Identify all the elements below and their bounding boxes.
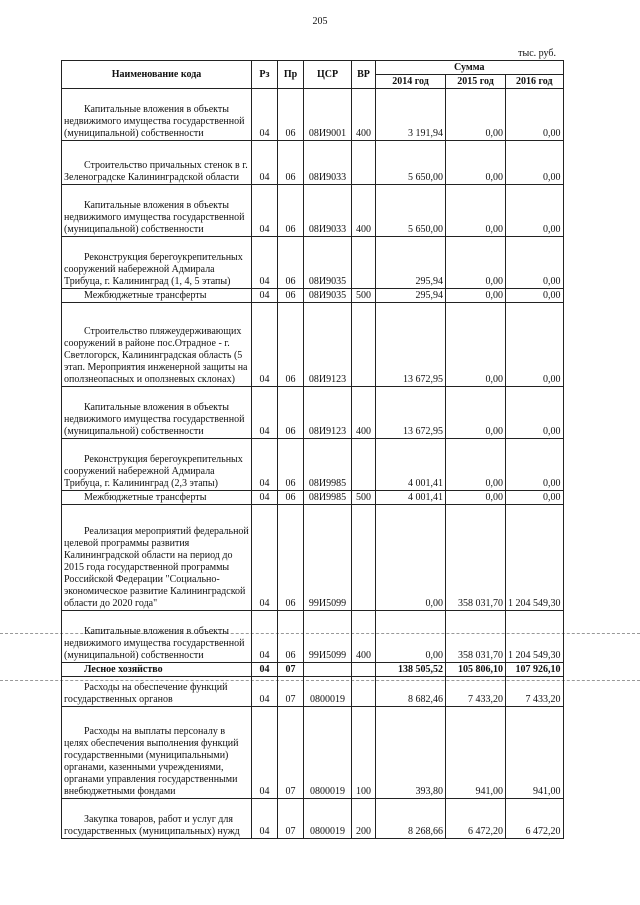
row-csr: 0800019 [304,677,352,707]
row-name: Расходы на выплаты персоналу в целях обеспечения выполнения функций государственными (муниципальными) органами, казенными учреждениями, органами управления государственными внебюджетными фондами [62,707,252,799]
row-2016: 0,00 [506,387,564,439]
row-pr: 06 [278,89,304,141]
header-2014: 2014 год [376,75,446,89]
row-rz: 04 [252,663,278,677]
row-2015: 0,00 [446,237,506,289]
row-csr: 08И9001 [304,89,352,141]
row-2014: 4 001,41 [376,491,446,505]
row-vr [352,237,376,289]
row-csr: 0800019 [304,799,352,839]
row-pr: 06 [278,237,304,289]
row-name: Реконструкция берегоукрепительных сооружений набережной Адмирала Трибуца, г. Калининград (1, 4, 5 этапы) [62,237,252,289]
row-pr: 07 [278,677,304,707]
row-pr: 06 [278,491,304,505]
row-2016: 0,00 [506,89,564,141]
row-2016: 1 204 549,30 [506,611,564,663]
row-name: Реализация мероприятий федеральной целевой программы развития Калининградской области на период до 2015 года государственной программы Российской Федерации "Социально-экономическое развитие Калининградской области до 2020 года" [62,505,252,611]
row-csr: 99И5099 [304,611,352,663]
row-name: Закупка товаров, работ и услуг для государственных (муниципальных) нужд [62,799,252,839]
row-2015: 7 433,20 [446,677,506,707]
row-2016: 0,00 [506,141,564,185]
row-2015: 6 472,20 [446,799,506,839]
row-csr: 08И9985 [304,491,352,505]
row-pr: 06 [278,141,304,185]
row-pr: 07 [278,799,304,839]
table-row [62,439,564,491]
row-2014: 8 682,46 [376,677,446,707]
row-name: Капитальные вложения в объекты недвижимого имущества государственной (муниципальной) собственности [62,611,252,663]
row-2014: 13 672,95 [376,303,446,387]
page-number: 205 [312,16,328,27]
row-rz: 04 [252,799,278,839]
row-2016: 107 926,10 [506,663,564,677]
row-rz: 04 [252,89,278,141]
row-2014: 13 672,95 [376,387,446,439]
row-2016: 6 472,20 [506,799,564,839]
table-row [62,387,564,439]
row-2016: 7 433,20 [506,677,564,707]
row-2016: 0,00 [506,303,564,387]
row-csr: 08И9123 [304,303,352,387]
row-vr: 400 [352,611,376,663]
row-vr [352,303,376,387]
row-pr: 06 [278,439,304,491]
row-rz: 04 [252,237,278,289]
row-csr: 08И9985 [304,439,352,491]
row-vr: 400 [352,89,376,141]
row-2016: 1 204 549,30 [506,505,564,611]
row-pr: 06 [278,289,304,303]
table-row [62,799,564,839]
header-2016: 2016 год [506,75,564,89]
row-name: Расходы на обеспечение функций государственных органов [62,677,252,707]
row-csr: 99И5099 [304,505,352,611]
row-vr [352,677,376,707]
header-2015: 2015 год [446,75,506,89]
row-2014: 4 001,41 [376,439,446,491]
row-pr: 07 [278,707,304,799]
row-2016: 0,00 [506,237,564,289]
row-csr: 08И9123 [304,387,352,439]
row-name: Реконструкция берегоукрепительных сооружений набережной Адмирала Трибуца, г. Калининград (2,3 этапы) [62,439,252,491]
row-2014: 0,00 [376,505,446,611]
row-2015: 105 806,10 [446,663,506,677]
row-2014: 295,94 [376,289,446,303]
row-vr: 500 [352,289,376,303]
row-2015: 0,00 [446,387,506,439]
row-2015: 0,00 [446,185,506,237]
row-2014: 3 191,94 [376,89,446,141]
row-rz: 04 [252,491,278,505]
row-2014: 0,00 [376,611,446,663]
header-rz: Рз [252,61,278,89]
row-vr: 500 [352,491,376,505]
row-vr: 400 [352,387,376,439]
row-name: Лесное хозяйство [62,663,252,677]
row-csr: 08И9033 [304,185,352,237]
row-name: Межбюджетные трансферты [62,289,252,303]
row-vr: 100 [352,707,376,799]
row-rz: 04 [252,677,278,707]
row-rz: 04 [252,439,278,491]
row-2014: 5 650,00 [376,185,446,237]
budget-table [61,60,564,839]
row-2015: 941,00 [446,707,506,799]
row-name: Строительство пляжеудерживающих сооружений в районе пос.Отрадное - г. Светлогорск, Калининградская область (5 этап. Мероприятия инженерной защиты на оползнеопасных и оползневых склонах) [62,303,252,387]
row-2016: 0,00 [506,439,564,491]
table-row [62,663,564,677]
table-row [62,611,564,663]
row-2014: 393,80 [376,707,446,799]
row-name: Строительство причальных стенок в г. Зеленоградске Калининградской области [62,141,252,185]
table-row [62,491,564,505]
table-row [62,89,564,141]
row-csr [304,663,352,677]
header-sum: Сумма [376,61,564,75]
row-name: Капитальные вложения в объекты недвижимого имущества государственной (муниципальной) собственности [62,185,252,237]
row-2014: 5 650,00 [376,141,446,185]
row-name: Межбюджетные трансферты [62,491,252,505]
row-vr [352,439,376,491]
table-row [62,505,564,611]
row-2016: 0,00 [506,289,564,303]
row-rz: 04 [252,707,278,799]
row-vr: 200 [352,799,376,839]
row-csr: 0800019 [304,707,352,799]
row-csr: 08И9035 [304,289,352,303]
row-2015: 358 031,70 [446,611,506,663]
row-vr [352,141,376,185]
row-pr: 06 [278,387,304,439]
row-rz: 04 [252,289,278,303]
row-2014: 8 268,66 [376,799,446,839]
row-2015: 0,00 [446,303,506,387]
row-2015: 0,00 [446,289,506,303]
row-vr [352,663,376,677]
row-2015: 0,00 [446,491,506,505]
row-rz: 04 [252,141,278,185]
row-2015: 0,00 [446,141,506,185]
row-2016: 0,00 [506,491,564,505]
row-vr: 400 [352,185,376,237]
row-2016: 941,00 [506,707,564,799]
row-csr: 08И9033 [304,141,352,185]
table-row [62,237,564,289]
row-pr: 06 [278,185,304,237]
table-row [62,303,564,387]
table-row [62,289,564,303]
row-2014: 295,94 [376,237,446,289]
row-pr: 07 [278,663,304,677]
row-2014: 138 505,52 [376,663,446,677]
row-pr: 06 [278,303,304,387]
row-rz: 04 [252,611,278,663]
table-row [62,677,564,707]
table-row [62,185,564,237]
row-rz: 04 [252,505,278,611]
row-2015: 0,00 [446,439,506,491]
table-row [62,141,564,185]
row-name: Капитальные вложения в объекты недвижимого имущества государственной (муниципальной) собственности [62,89,252,141]
units-label: тыс. руб. [518,48,556,59]
row-name: Капитальные вложения в объекты недвижимого имущества государственной (муниципальной) собственности [62,387,252,439]
header-name: Наименование кода [62,61,252,89]
row-rz: 04 [252,185,278,237]
header-vr: ВР [352,61,376,89]
row-2015: 358 031,70 [446,505,506,611]
header-csr: ЦСР [304,61,352,89]
row-rz: 04 [252,387,278,439]
row-pr: 06 [278,505,304,611]
header-pr: Пр [278,61,304,89]
row-rz: 04 [252,303,278,387]
row-2016: 0,00 [506,185,564,237]
row-pr: 06 [278,611,304,663]
row-vr [352,505,376,611]
row-2015: 0,00 [446,89,506,141]
row-csr: 08И9035 [304,237,352,289]
table-row [62,707,564,799]
